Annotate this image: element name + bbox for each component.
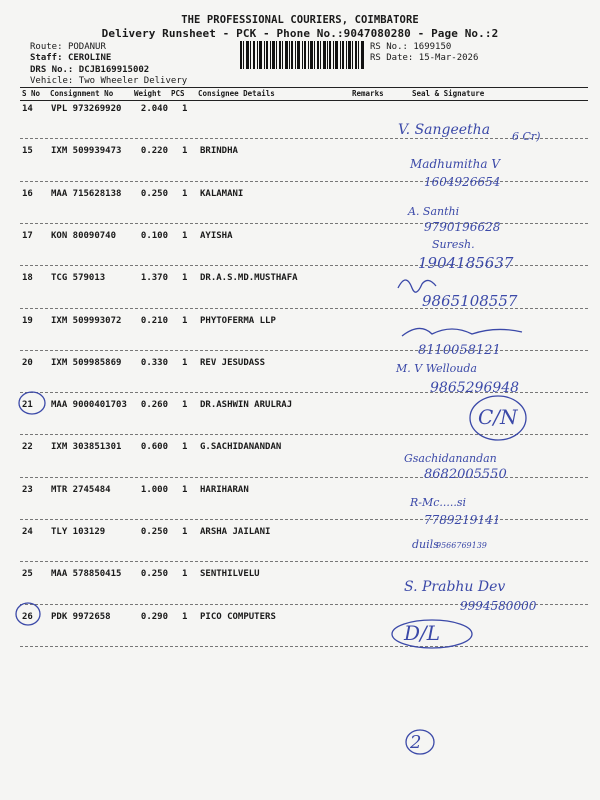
staff-value: CEROLINE (67, 53, 112, 63)
cell-consignment: TCG 579013 (51, 273, 106, 284)
table-row (22, 442, 588, 456)
cell-consignment: KON 80090740 (51, 230, 117, 241)
cell-sno: 19 (22, 315, 33, 326)
cell-sno: 15 (22, 146, 33, 157)
phone-row20: 9865296948 (430, 380, 520, 396)
cell-sno: 23 (22, 484, 33, 495)
table-row (22, 400, 588, 414)
row-divider (20, 350, 588, 351)
cell-pcs: 1 (182, 188, 188, 199)
stamp-row26: D/L (404, 621, 441, 645)
phone-row16: 9790196628 (424, 220, 501, 234)
cell-consignment: IXM 509993072 (51, 315, 122, 326)
cell-sno: 22 (22, 442, 33, 453)
row-divider (20, 308, 588, 309)
col-remarks: Remarks (352, 89, 384, 98)
cell-consignment: MAA 9000401703 (51, 400, 127, 411)
row-divider (20, 223, 588, 224)
signature-row23: R-Mc.....si (410, 496, 467, 509)
cell-weight: 0.330 (140, 357, 168, 368)
cell-consignee: PHYTOFERMA LLP (200, 315, 276, 326)
cell-weight: 0.250 (140, 188, 168, 199)
col-pcs: PCS (171, 89, 185, 98)
table-row (22, 485, 588, 499)
table-row (22, 273, 588, 287)
cell-pcs: 1 (182, 357, 188, 368)
signature-row17: Suresh. (432, 238, 475, 251)
cell-consignment: PDK 9972658 (51, 611, 111, 622)
row-divider (20, 604, 588, 605)
cell-consignee: DR.ASHWIN ARULRAJ (200, 400, 293, 411)
table-row (22, 569, 588, 583)
table-row (22, 231, 588, 245)
cell-weight: 0.260 (140, 400, 168, 411)
phone-row24: 9566769139 (436, 541, 487, 550)
cell-consignment: VPL 973269920 (51, 104, 122, 114)
table-row (22, 104, 588, 118)
cell-consignee: KALAMANI (200, 188, 244, 199)
row-divider (20, 434, 588, 435)
staff-line (30, 53, 111, 64)
cell-weight: 0.600 (140, 442, 168, 453)
table-row (22, 189, 588, 203)
company-title: THE PROFESSIONAL COURIERS, COIMBATORE (181, 14, 419, 26)
phone-row25: 9994580000 (460, 599, 537, 613)
cell-pcs: 1 (182, 315, 188, 326)
cell-consignee: PICO COMPUTERS (200, 611, 276, 622)
cell-pcs: 1 (182, 230, 188, 241)
col-sno: S No (22, 89, 41, 98)
signature-row16: A. Santhi (408, 205, 460, 218)
table-row (22, 612, 588, 626)
cell-weight: 2.040 (140, 104, 168, 114)
cell-sno: 16 (22, 188, 33, 199)
table-row (22, 358, 588, 372)
table-row (22, 146, 588, 160)
col-seal: Seal & Signature (412, 89, 485, 98)
cell-consignment: MTR 2745484 (51, 484, 111, 495)
phone-row15: 1604926654 (424, 175, 501, 189)
cell-sno: 25 (22, 569, 33, 580)
cell-pcs: 1 (182, 611, 188, 622)
rs-date-label: RS Date: (370, 53, 414, 63)
col-consignment: Consignment No (50, 89, 114, 98)
cell-consignment: IXM 509985869 (51, 357, 122, 368)
cell-consignment: IXM 303851301 (51, 442, 122, 453)
route-line (30, 42, 106, 53)
page-mark: 2 (410, 732, 422, 753)
drs-line (30, 65, 149, 76)
cell-pcs: 1 (182, 484, 188, 495)
phone-row23: 7789219141 (424, 513, 501, 527)
stamp-row21: C/N (478, 405, 518, 429)
cell-consignee: AYISHA (200, 230, 233, 241)
rs-no-label: RS No.: (370, 42, 408, 52)
row-divider (20, 181, 588, 182)
cell-consignment: MAA 715628138 (51, 188, 122, 199)
cell-consignee: SENTHILVELU (200, 569, 260, 580)
cell-pcs: 1 (182, 104, 188, 114)
cell-sno: 17 (22, 230, 33, 241)
signature-row15: Madhumitha V (410, 157, 500, 171)
signature-row25: S. Prabhu Dev (404, 579, 506, 595)
cell-sno: 26 (22, 611, 33, 622)
cell-pcs: 1 (182, 527, 188, 537)
rs-no-value: 1699150 (413, 42, 452, 52)
row-divider (20, 392, 588, 393)
signature-row24: duils (412, 538, 439, 551)
table-header (22, 89, 587, 100)
cell-sno: 20 (22, 357, 33, 368)
phone-row19: 8110058121 (418, 343, 501, 358)
cell-sno: 18 (22, 273, 33, 284)
signature-row22: Gsachidanandan (404, 452, 497, 465)
phone-row22: 8682005550 (424, 467, 507, 482)
cell-consignee: DR.A.S.MD.MUSTHAFA (200, 273, 298, 284)
cell-weight: 1.370 (140, 273, 168, 284)
staff-label: Staff: (30, 53, 63, 63)
rs-date-line (370, 53, 478, 64)
cell-weight: 0.220 (140, 146, 168, 157)
row-divider (20, 646, 588, 647)
table-row (22, 527, 588, 541)
cell-consignee: ARSHA JAILANI (200, 527, 271, 537)
vehicle-label: Vehicle: (30, 76, 74, 86)
col-consignee: Consignee Details (198, 89, 275, 98)
cell-weight: 0.210 (140, 315, 168, 326)
cell-consignee: HARIHARAN (200, 484, 249, 495)
header-top-rule (20, 87, 588, 88)
cell-consignment: MAA 578850415 (51, 569, 122, 580)
cell-pcs: 1 (182, 569, 188, 580)
row-divider (20, 265, 588, 266)
row-divider (20, 519, 588, 520)
cell-weight: 0.250 (140, 569, 168, 580)
cell-pcs: 1 (182, 273, 188, 284)
row-divider (20, 561, 588, 562)
page-mark-circle-icon (406, 730, 434, 754)
cell-sno: 21 (22, 400, 33, 411)
row-divider (20, 477, 588, 478)
drs-value: DCJB169915002 (78, 65, 150, 75)
cell-pcs: 1 (182, 442, 188, 453)
vehicle-line (30, 76, 187, 87)
signature-row14-note: 6 Cr) (512, 130, 541, 143)
rs-date-value: 15-Mar-2026 (418, 53, 479, 63)
route-label: Route: (30, 42, 63, 52)
cell-sno: 14 (22, 104, 33, 114)
phone-row18: 9865108557 (422, 292, 518, 310)
cell-pcs: 1 (182, 400, 188, 411)
row-divider (20, 138, 588, 139)
route-value: PODANUR (67, 42, 106, 52)
cell-consignment: TLY 103129 (51, 527, 106, 537)
cell-consignee: REV JESUDASS (200, 357, 266, 368)
signature-row20: M. V Wellouda (396, 362, 477, 375)
runsheet-subtitle: Delivery Runsheet - PCK - Phone No.:9047080280 - Page No.:2 (101, 27, 499, 40)
col-weight: Weight (134, 89, 162, 98)
scribble-signature-row19-icon (402, 328, 522, 336)
signature-row14: V. Sangeetha (398, 122, 491, 138)
cell-consignee: G.SACHIDANANDAN (200, 442, 282, 453)
header-bottom-rule (20, 100, 588, 101)
cell-consignee: BRINDHA (200, 146, 238, 157)
cell-pcs: 1 (182, 146, 188, 157)
cell-weight: 1.000 (140, 484, 168, 495)
phone-row17: 1904185637 (418, 254, 514, 272)
cell-consignment: IXM 509939473 (51, 146, 122, 157)
drs-label: DRS No.: (30, 65, 74, 75)
table-row (22, 316, 588, 330)
vehicle-value: Two Wheeler Delivery (78, 76, 188, 86)
cell-weight: 0.250 (140, 527, 168, 537)
rs-no-line (370, 42, 451, 53)
barcode (240, 41, 365, 69)
cell-weight: 0.290 (140, 611, 168, 622)
cell-sno: 24 (22, 527, 33, 537)
cell-weight: 0.100 (140, 230, 168, 241)
